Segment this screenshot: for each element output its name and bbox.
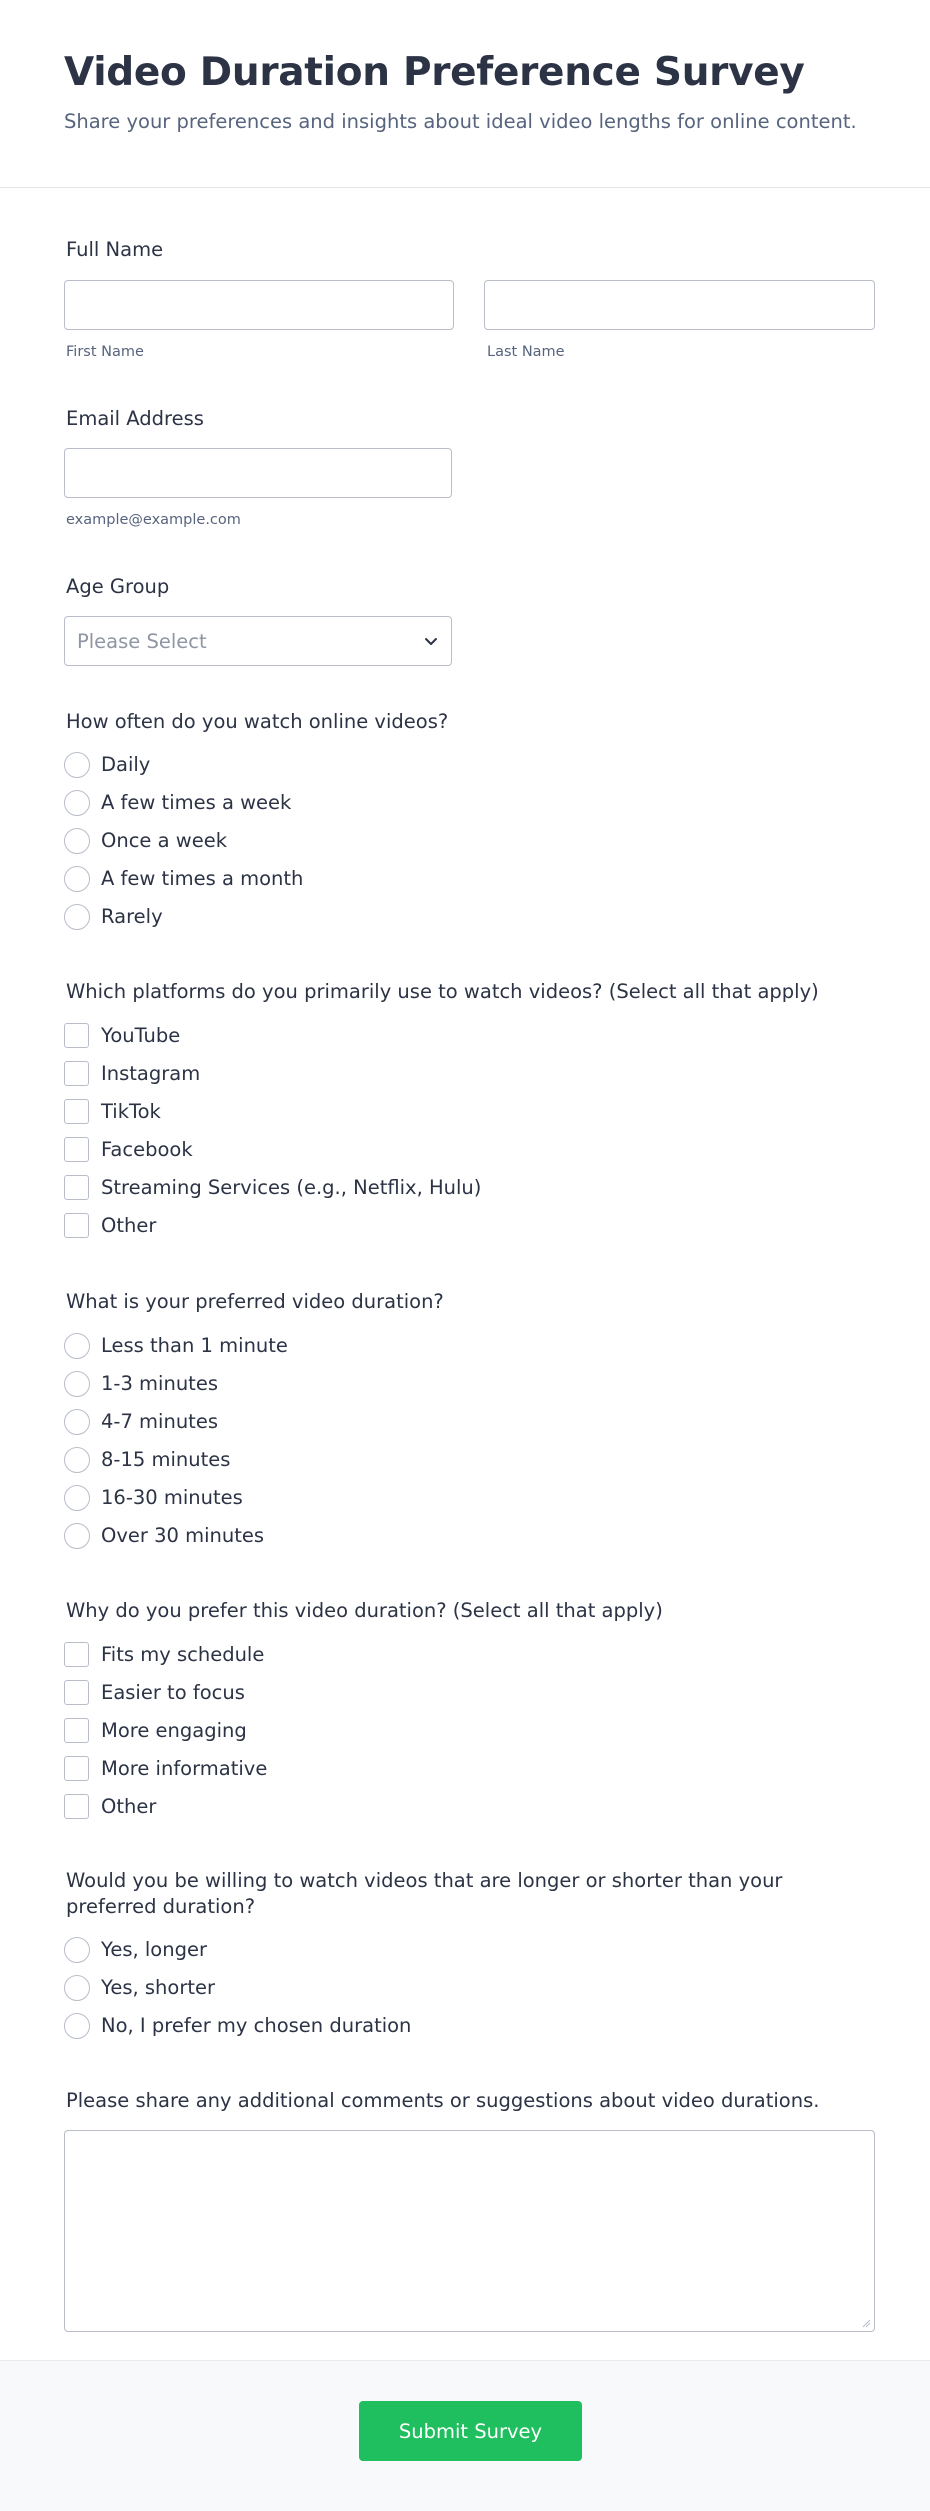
radio-button[interactable] <box>64 1409 90 1435</box>
willingness-question: Would you be willing to watch videos that are longer or shorter than your preferred duration? <box>66 1869 783 1918</box>
option-label: Once a week <box>101 829 228 852</box>
option-label: Easier to focus <box>101 1681 245 1704</box>
radio-button[interactable] <box>64 752 90 778</box>
radio-button[interactable] <box>64 904 90 930</box>
radio-button[interactable] <box>64 1937 90 1963</box>
watch-frequency-question: How often do you watch online videos? <box>66 710 449 733</box>
option-label: Less than 1 minute <box>101 1334 288 1357</box>
duration-option[interactable] <box>64 1371 864 1399</box>
page-subtitle: Share your preferences and insights about ideal video lengths for online content. <box>64 110 857 133</box>
duration-option[interactable] <box>64 1409 864 1437</box>
option-label: Streaming Services (e.g., Netflix, Hulu) <box>101 1176 482 1199</box>
age-group-select[interactable] <box>64 616 452 666</box>
option-label: Yes, shorter <box>101 1976 216 1999</box>
first-name-input[interactable] <box>64 280 454 330</box>
resize-grip-icon[interactable] <box>861 2318 871 2328</box>
option-label: Facebook <box>101 1138 193 1161</box>
option-label: Instagram <box>101 1062 201 1085</box>
submit-button[interactable]: Submit Survey <box>359 2401 582 2461</box>
email-field[interactable] <box>64 448 452 498</box>
platform-option[interactable] <box>64 1213 864 1241</box>
radio-button[interactable] <box>64 828 90 854</box>
option-label: Rarely <box>101 905 163 928</box>
platform-option[interactable] <box>64 1175 864 1203</box>
platforms-question: Which platforms do you primarily use to watch videos? (Select all that apply) <box>66 980 819 1003</box>
form-header <box>0 0 930 188</box>
radio-button[interactable] <box>64 790 90 816</box>
last-name-input[interactable] <box>484 280 875 330</box>
option-label: Yes, longer <box>101 1938 207 1961</box>
checkbox[interactable] <box>64 1794 89 1819</box>
reason-option[interactable] <box>64 1718 864 1746</box>
comments-textarea[interactable] <box>64 2130 875 2332</box>
radio-button[interactable] <box>64 1371 90 1397</box>
age-group-label: Age Group <box>66 575 170 598</box>
checkbox[interactable] <box>64 1756 89 1781</box>
duration-option[interactable] <box>64 1447 864 1475</box>
page-title: Video Duration Preference Survey <box>64 50 805 95</box>
checkbox[interactable] <box>64 1175 89 1200</box>
checkbox[interactable] <box>64 1642 89 1667</box>
option-label: Daily <box>101 753 151 776</box>
last-name-sublabel: Last Name <box>487 344 565 360</box>
option-label: TikTok <box>101 1100 161 1123</box>
willingness-option[interactable] <box>64 1937 864 1965</box>
checkbox[interactable] <box>64 1680 89 1705</box>
form-footer <box>0 2360 930 2511</box>
option-label: Over 30 minutes <box>101 1524 265 1547</box>
radio-button[interactable] <box>64 1447 90 1473</box>
platform-option[interactable] <box>64 1099 864 1127</box>
radio-button[interactable] <box>64 866 90 892</box>
willingness-option[interactable] <box>64 2013 864 2041</box>
email-sublabel: example@example.com <box>66 512 241 528</box>
option-label: More informative <box>101 1757 268 1780</box>
reason-option[interactable] <box>64 1794 864 1822</box>
option-label: A few times a month <box>101 867 304 890</box>
comments-question: Please share any additional comments or suggestions about video durations. <box>66 2089 820 2112</box>
option-label: More engaging <box>101 1719 247 1742</box>
option-label: A few times a week <box>101 791 292 814</box>
platform-option[interactable] <box>64 1061 864 1089</box>
reasons-question: Why do you prefer this video duration? (Select all that apply) <box>66 1599 663 1622</box>
email-label: Email Address <box>66 407 204 430</box>
option-label: Fits my schedule <box>101 1643 265 1666</box>
watch-frequency-option[interactable] <box>64 752 864 780</box>
duration-option[interactable] <box>64 1523 864 1551</box>
option-label: Other <box>101 1795 157 1818</box>
radio-button[interactable] <box>64 1485 90 1511</box>
option-label: Other <box>101 1214 157 1237</box>
preferred-duration-question: What is your preferred video duration? <box>66 1290 444 1313</box>
full-name-label: Full Name <box>66 238 164 261</box>
checkbox[interactable] <box>64 1213 89 1238</box>
option-label: 16-30 minutes <box>101 1486 243 1509</box>
watch-frequency-option[interactable] <box>64 828 864 856</box>
checkbox[interactable] <box>64 1137 89 1162</box>
watch-frequency-option[interactable] <box>64 904 864 932</box>
option-label: 4-7 minutes <box>101 1410 218 1433</box>
reason-option[interactable] <box>64 1756 864 1784</box>
option-label: YouTube <box>101 1024 181 1047</box>
radio-button[interactable] <box>64 2013 90 2039</box>
watch-frequency-option[interactable] <box>64 866 864 894</box>
first-name-sublabel: First Name <box>66 344 144 360</box>
checkbox[interactable] <box>64 1718 89 1743</box>
checkbox[interactable] <box>64 1099 89 1124</box>
platform-option[interactable] <box>64 1023 864 1051</box>
duration-option[interactable] <box>64 1333 864 1361</box>
watch-frequency-option[interactable] <box>64 790 864 818</box>
willingness-option[interactable] <box>64 1975 864 2003</box>
reason-option[interactable] <box>64 1642 864 1670</box>
radio-button[interactable] <box>64 1523 90 1549</box>
option-label: No, I prefer my chosen duration <box>101 2014 412 2037</box>
chevron-down-icon <box>423 633 439 649</box>
reason-option[interactable] <box>64 1680 864 1708</box>
duration-option[interactable] <box>64 1485 864 1513</box>
radio-button[interactable] <box>64 1975 90 2001</box>
checkbox[interactable] <box>64 1061 89 1086</box>
checkbox[interactable] <box>64 1023 89 1048</box>
option-label: 1-3 minutes <box>101 1372 218 1395</box>
option-label: 8-15 minutes <box>101 1448 231 1471</box>
radio-button[interactable] <box>64 1333 90 1359</box>
age-group-selected-value: Please Select <box>77 630 207 653</box>
platform-option[interactable] <box>64 1137 864 1165</box>
